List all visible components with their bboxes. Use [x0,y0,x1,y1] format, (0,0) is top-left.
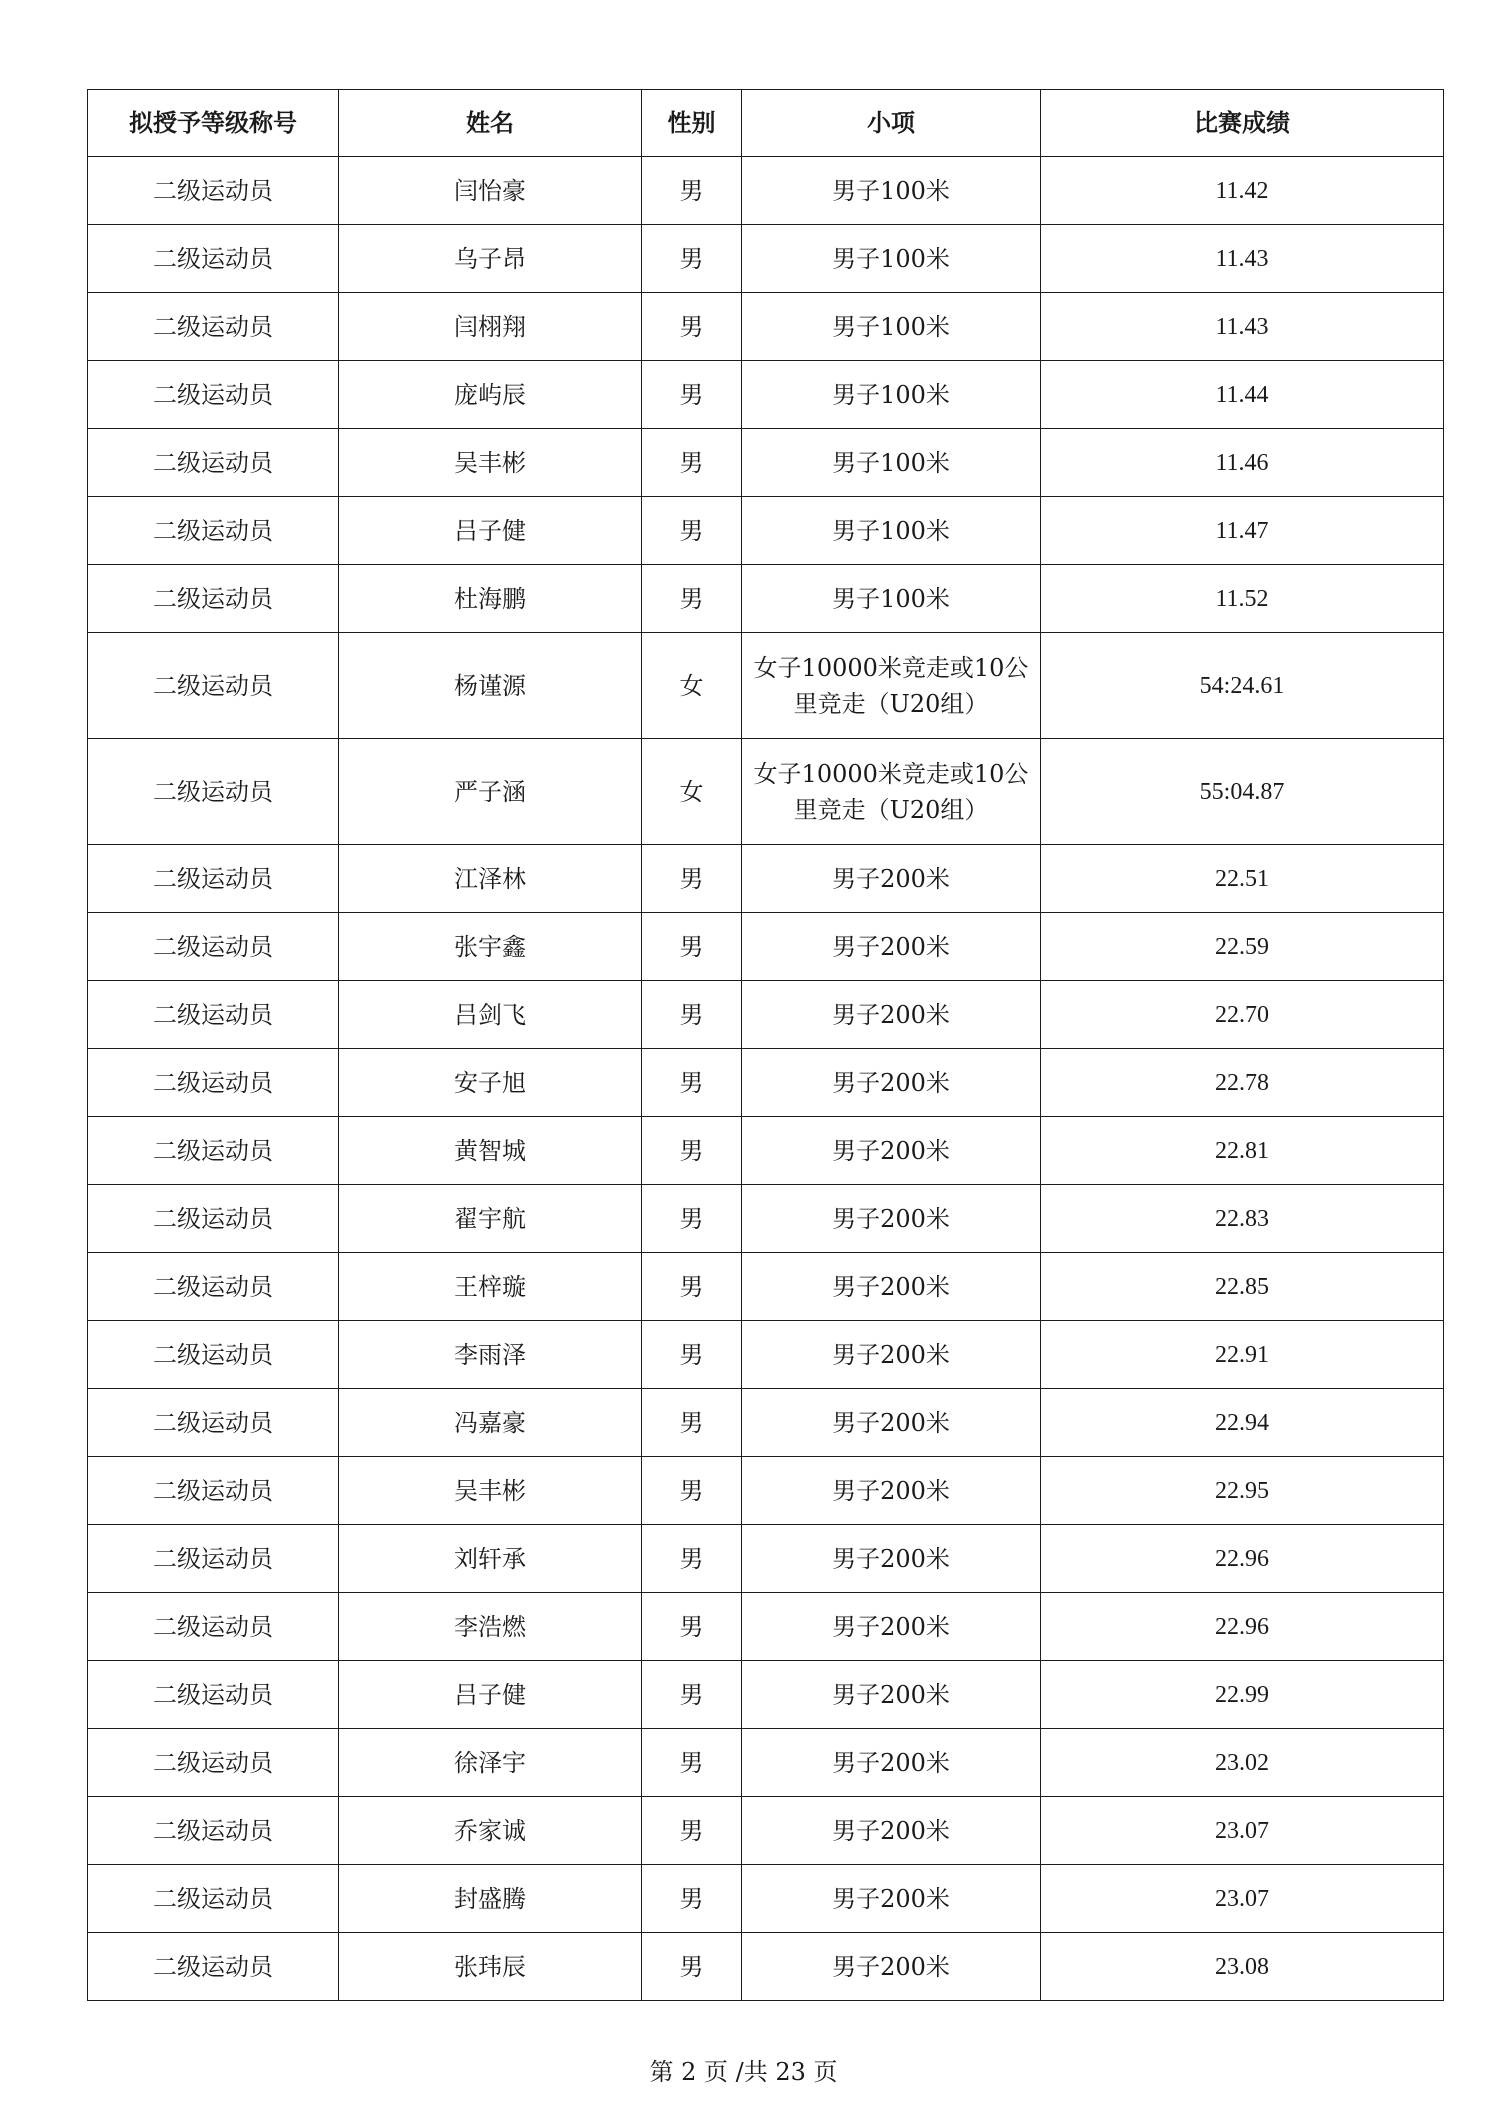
cell-gender: 男 [642,225,742,293]
cell-name: 杨谨源 [339,633,642,739]
cell-level: 二级运动员 [88,1117,339,1185]
table-row [88,1321,1444,1389]
cell-name: 吴丰彬 [339,429,642,497]
cell-name: 吴丰彬 [339,1457,642,1525]
cell-level: 二级运动员 [88,429,339,497]
cell-gender: 男 [642,1253,742,1321]
cell-level: 二级运动员 [88,1457,339,1525]
header-level: 拟授予等级称号 [88,90,339,157]
header-result: 比赛成绩 [1041,90,1444,157]
header-gender: 性别 [642,90,742,157]
cell-level: 二级运动员 [88,1321,339,1389]
header-row [88,90,1444,157]
cell-gender: 男 [642,565,742,633]
cell-name: 刘轩承 [339,1525,642,1593]
cell-gender: 男 [642,1797,742,1865]
cell-result: 22.51 [1041,845,1444,913]
cell-level: 二级运动员 [88,1525,339,1593]
cell-gender: 男 [642,1049,742,1117]
cell-gender: 男 [642,429,742,497]
cell-level: 二级运动员 [88,1049,339,1117]
cell-level: 二级运动员 [88,845,339,913]
cell-name: 庞屿辰 [339,361,642,429]
cell-gender: 男 [642,497,742,565]
table-row [88,1117,1444,1185]
cell-name: 张宇鑫 [339,913,642,981]
cell-event: 男子200米 [742,1525,1041,1593]
cell-gender: 男 [642,1457,742,1525]
cell-result: 55:04.87 [1041,739,1444,845]
cell-event: 男子200米 [742,1933,1041,2001]
header-name: 姓名 [339,90,642,157]
table-row [88,739,1444,845]
cell-result: 22.95 [1041,1457,1444,1525]
table-row [88,913,1444,981]
cell-gender: 男 [642,293,742,361]
cell-event: 男子100米 [742,565,1041,633]
cell-name: 吕剑飞 [339,981,642,1049]
cell-result: 11.52 [1041,565,1444,633]
cell-event: 男子200米 [742,1321,1041,1389]
cell-level: 二级运动员 [88,1661,339,1729]
cell-gender: 男 [642,1865,742,1933]
cell-event: 男子200米 [742,1117,1041,1185]
cell-event: 男子200米 [742,1253,1041,1321]
table-row [88,1525,1444,1593]
cell-result: 23.07 [1041,1797,1444,1865]
cell-name: 封盛腾 [339,1865,642,1933]
cell-name: 严子涵 [339,739,642,845]
cell-event: 男子100米 [742,361,1041,429]
cell-event: 男子200米 [742,1865,1041,1933]
page-number: 第 2 页 /共 23 页 [649,2058,838,2086]
table-row [88,225,1444,293]
cell-event: 男子200米 [742,1457,1041,1525]
cell-gender: 男 [642,361,742,429]
cell-result: 11.42 [1041,157,1444,225]
cell-name: 乔家诚 [339,1797,642,1865]
athlete-grade-table [87,89,1444,2001]
cell-event: 男子200米 [742,1593,1041,1661]
cell-event: 男子200米 [742,1661,1041,1729]
cell-result: 23.08 [1041,1933,1444,2001]
cell-level: 二级运动员 [88,1797,339,1865]
cell-level: 二级运动员 [88,565,339,633]
cell-gender: 男 [642,845,742,913]
cell-level: 二级运动员 [88,1389,339,1457]
cell-event: 男子100米 [742,429,1041,497]
cell-result: 11.44 [1041,361,1444,429]
cell-level: 二级运动员 [88,225,339,293]
cell-result: 22.91 [1041,1321,1444,1389]
cell-name: 徐泽宇 [339,1729,642,1797]
cell-level: 二级运动员 [88,913,339,981]
cell-name: 安子旭 [339,1049,642,1117]
cell-result: 22.85 [1041,1253,1444,1321]
cell-result: 22.94 [1041,1389,1444,1457]
table-row [88,361,1444,429]
cell-result: 22.70 [1041,981,1444,1049]
table-row [88,1185,1444,1253]
cell-level: 二级运动员 [88,361,339,429]
cell-gender: 女 [642,739,742,845]
cell-name: 吕子健 [339,497,642,565]
cell-result: 22.59 [1041,913,1444,981]
cell-name: 吕子健 [339,1661,642,1729]
table-row [88,845,1444,913]
cell-level: 二级运动员 [88,633,339,739]
cell-gender: 男 [642,157,742,225]
cell-gender: 男 [642,1117,742,1185]
cell-result: 22.99 [1041,1661,1444,1729]
cell-gender: 男 [642,1525,742,1593]
table-row [88,1253,1444,1321]
cell-name: 王梓璇 [339,1253,642,1321]
cell-level: 二级运动员 [88,981,339,1049]
cell-name: 乌子昂 [339,225,642,293]
cell-level: 二级运动员 [88,1729,339,1797]
cell-event: 男子200米 [742,981,1041,1049]
cell-event: 男子100米 [742,157,1041,225]
cell-result: 54:24.61 [1041,633,1444,739]
cell-result: 11.43 [1041,293,1444,361]
cell-result: 22.96 [1041,1593,1444,1661]
table-row [88,981,1444,1049]
table-row [88,429,1444,497]
cell-name: 张玮辰 [339,1933,642,2001]
cell-name: 江泽林 [339,845,642,913]
header-event: 小项 [742,90,1041,157]
cell-result: 11.43 [1041,225,1444,293]
cell-level: 二级运动员 [88,1933,339,2001]
cell-result: 22.83 [1041,1185,1444,1253]
cell-gender: 男 [642,1185,742,1253]
cell-result: 23.02 [1041,1729,1444,1797]
cell-name: 闫怡豪 [339,157,642,225]
cell-result: 23.07 [1041,1865,1444,1933]
cell-event: 男子200米 [742,1729,1041,1797]
table-row [88,633,1444,739]
cell-event: 男子200米 [742,1797,1041,1865]
table-row [88,565,1444,633]
cell-level: 二级运动员 [88,157,339,225]
cell-gender: 男 [642,1729,742,1797]
cell-name: 黄智城 [339,1117,642,1185]
cell-result: 22.78 [1041,1049,1444,1117]
table-row [88,1389,1444,1457]
cell-event: 男子100米 [742,225,1041,293]
cell-level: 二级运动员 [88,1593,339,1661]
cell-result: 22.96 [1041,1525,1444,1593]
cell-event: 男子200米 [742,845,1041,913]
table-body [88,157,1444,2001]
cell-level: 二级运动员 [88,293,339,361]
table-row [88,1049,1444,1117]
cell-level: 二级运动员 [88,1185,339,1253]
table-row [88,157,1444,225]
cell-gender: 男 [642,1661,742,1729]
cell-name: 闫栩翔 [339,293,642,361]
cell-level: 二级运动员 [88,1253,339,1321]
table-row [88,1457,1444,1525]
table-row [88,293,1444,361]
table-row [88,1661,1444,1729]
cell-level: 二级运动员 [88,1865,339,1933]
cell-event: 男子200米 [742,1389,1041,1457]
cell-name: 翟宇航 [339,1185,642,1253]
cell-level: 二级运动员 [88,497,339,565]
cell-gender: 男 [642,1389,742,1457]
cell-result: 22.81 [1041,1117,1444,1185]
cell-name: 杜海鹏 [339,565,642,633]
cell-gender: 男 [642,913,742,981]
cell-event: 男子200米 [742,913,1041,981]
cell-event: 女子10000米竞走或10公里竞走（U20组） [742,633,1041,739]
cell-level: 二级运动员 [88,739,339,845]
table-header [88,90,1444,157]
cell-gender: 女 [642,633,742,739]
cell-result: 11.47 [1041,497,1444,565]
cell-event: 男子200米 [742,1049,1041,1117]
table-row [88,1593,1444,1661]
cell-gender: 男 [642,1933,742,2001]
table-row [88,497,1444,565]
table-row [88,1797,1444,1865]
table-row [88,1729,1444,1797]
cell-event: 女子10000米竞走或10公里竞走（U20组） [742,739,1041,845]
cell-name: 李雨泽 [339,1321,642,1389]
cell-name: 冯嘉豪 [339,1389,642,1457]
table-row [88,1865,1444,1933]
cell-gender: 男 [642,1321,742,1389]
cell-name: 李浩燃 [339,1593,642,1661]
cell-gender: 男 [642,1593,742,1661]
cell-result: 11.46 [1041,429,1444,497]
cell-event: 男子100米 [742,293,1041,361]
cell-event: 男子200米 [742,1185,1041,1253]
table-row [88,1933,1444,2001]
cell-event: 男子100米 [742,497,1041,565]
cell-gender: 男 [642,981,742,1049]
